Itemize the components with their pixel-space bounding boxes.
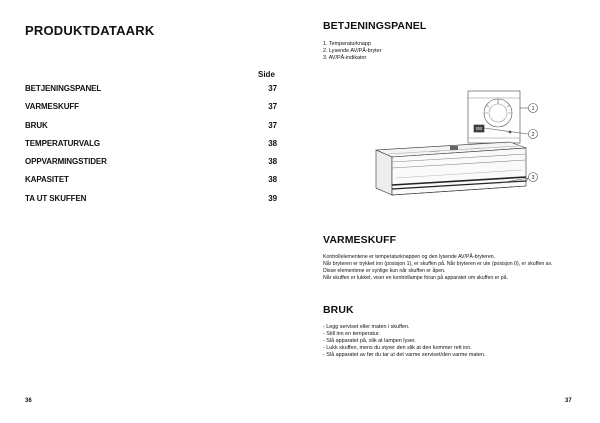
toc-row[interactable] bbox=[25, 175, 277, 193]
section-title-betjeningspanel: BETJENINGSPANEL bbox=[323, 20, 427, 32]
paragraph-line: Når bryteren er trykket inn (posisjon 1), er skuffen på. Når bryteren er ute (posisjon 0), er skuffen av. bbox=[323, 261, 553, 268]
paragraph-line: Disse elementene er synlige kun når skuffen er åpen. bbox=[323, 268, 446, 275]
callout-label: 2 bbox=[531, 132, 535, 139]
legend-item: 2. Lysende AV/PÅ-bryter bbox=[323, 48, 382, 55]
toc-page: 37 bbox=[268, 84, 277, 93]
right-page bbox=[300, 0, 600, 423]
toc-column-header: Side bbox=[258, 70, 275, 79]
table-of-contents bbox=[25, 84, 277, 212]
toc-row[interactable] bbox=[25, 139, 277, 157]
inset-frame bbox=[468, 91, 520, 143]
toc-page: 39 bbox=[268, 193, 277, 203]
toc-page: 37 bbox=[268, 120, 277, 130]
toc-row[interactable] bbox=[25, 102, 277, 120]
toc-label: TEMPERATURVALG bbox=[25, 138, 101, 148]
section-title-varmeskuff: VARMESKUFF bbox=[323, 234, 397, 246]
varmeskuff-description bbox=[323, 254, 583, 282]
control-panel-legend bbox=[323, 41, 381, 62]
indicator-lamp-icon bbox=[509, 131, 512, 134]
bruk-steps bbox=[323, 324, 485, 359]
toc-label: VARMESKUFF bbox=[25, 102, 79, 112]
callout-label: 3 bbox=[531, 175, 535, 182]
step-item: - Still inn en temperatur. bbox=[323, 331, 380, 338]
toc-page: 38 bbox=[268, 157, 277, 167]
toc-label: TA UT SKUFFEN bbox=[25, 193, 87, 203]
page-number: 36 bbox=[25, 398, 32, 404]
step-item: - Lukk skuffen, mens du styrer den slik at den kommer rett inn. bbox=[323, 345, 472, 352]
toc-page: 38 bbox=[268, 138, 277, 148]
paragraph-line: Når skuffen er lukket, viser en kontrollampe foran på apparatet om skuffen er på. bbox=[323, 275, 508, 282]
step-item: - Slå apparatet på, slik at lampen lyser. bbox=[323, 338, 416, 345]
callout-label: 1 bbox=[531, 106, 535, 113]
step-item: - Legg serviset eller maten i skuffen. bbox=[323, 324, 410, 330]
legend-item: 1. Temperaturknapp bbox=[323, 41, 371, 47]
toc-label: OPPVARMINGSTIDER bbox=[25, 157, 107, 167]
toc-row[interactable] bbox=[25, 194, 277, 212]
toc-page: 37 bbox=[268, 102, 277, 112]
toc-row[interactable] bbox=[25, 157, 277, 175]
section-title-bruk: BRUK bbox=[323, 304, 354, 316]
toc-label: BETJENINGSPANEL bbox=[25, 84, 102, 93]
paragraph-line: Kontrollelementene er temperaturknappen og den lysende AV/PÅ-bryteren. bbox=[323, 254, 496, 260]
toc-label: KAPASITET bbox=[25, 175, 69, 185]
page-title: PRODUKTDATAARK bbox=[25, 23, 155, 38]
toc-row[interactable] bbox=[25, 84, 277, 102]
toc-page: 38 bbox=[268, 175, 277, 185]
step-item: - Slå apparatet av før du tar ut det varme serviset/den varme maten. bbox=[323, 352, 486, 359]
page-number: 37 bbox=[565, 398, 572, 404]
toc-label: BRUK bbox=[25, 120, 48, 130]
toc-row[interactable] bbox=[25, 121, 277, 139]
legend-item: 3. AV/PÅ-indikator bbox=[323, 55, 367, 62]
warming-drawer-illustration bbox=[370, 88, 540, 203]
